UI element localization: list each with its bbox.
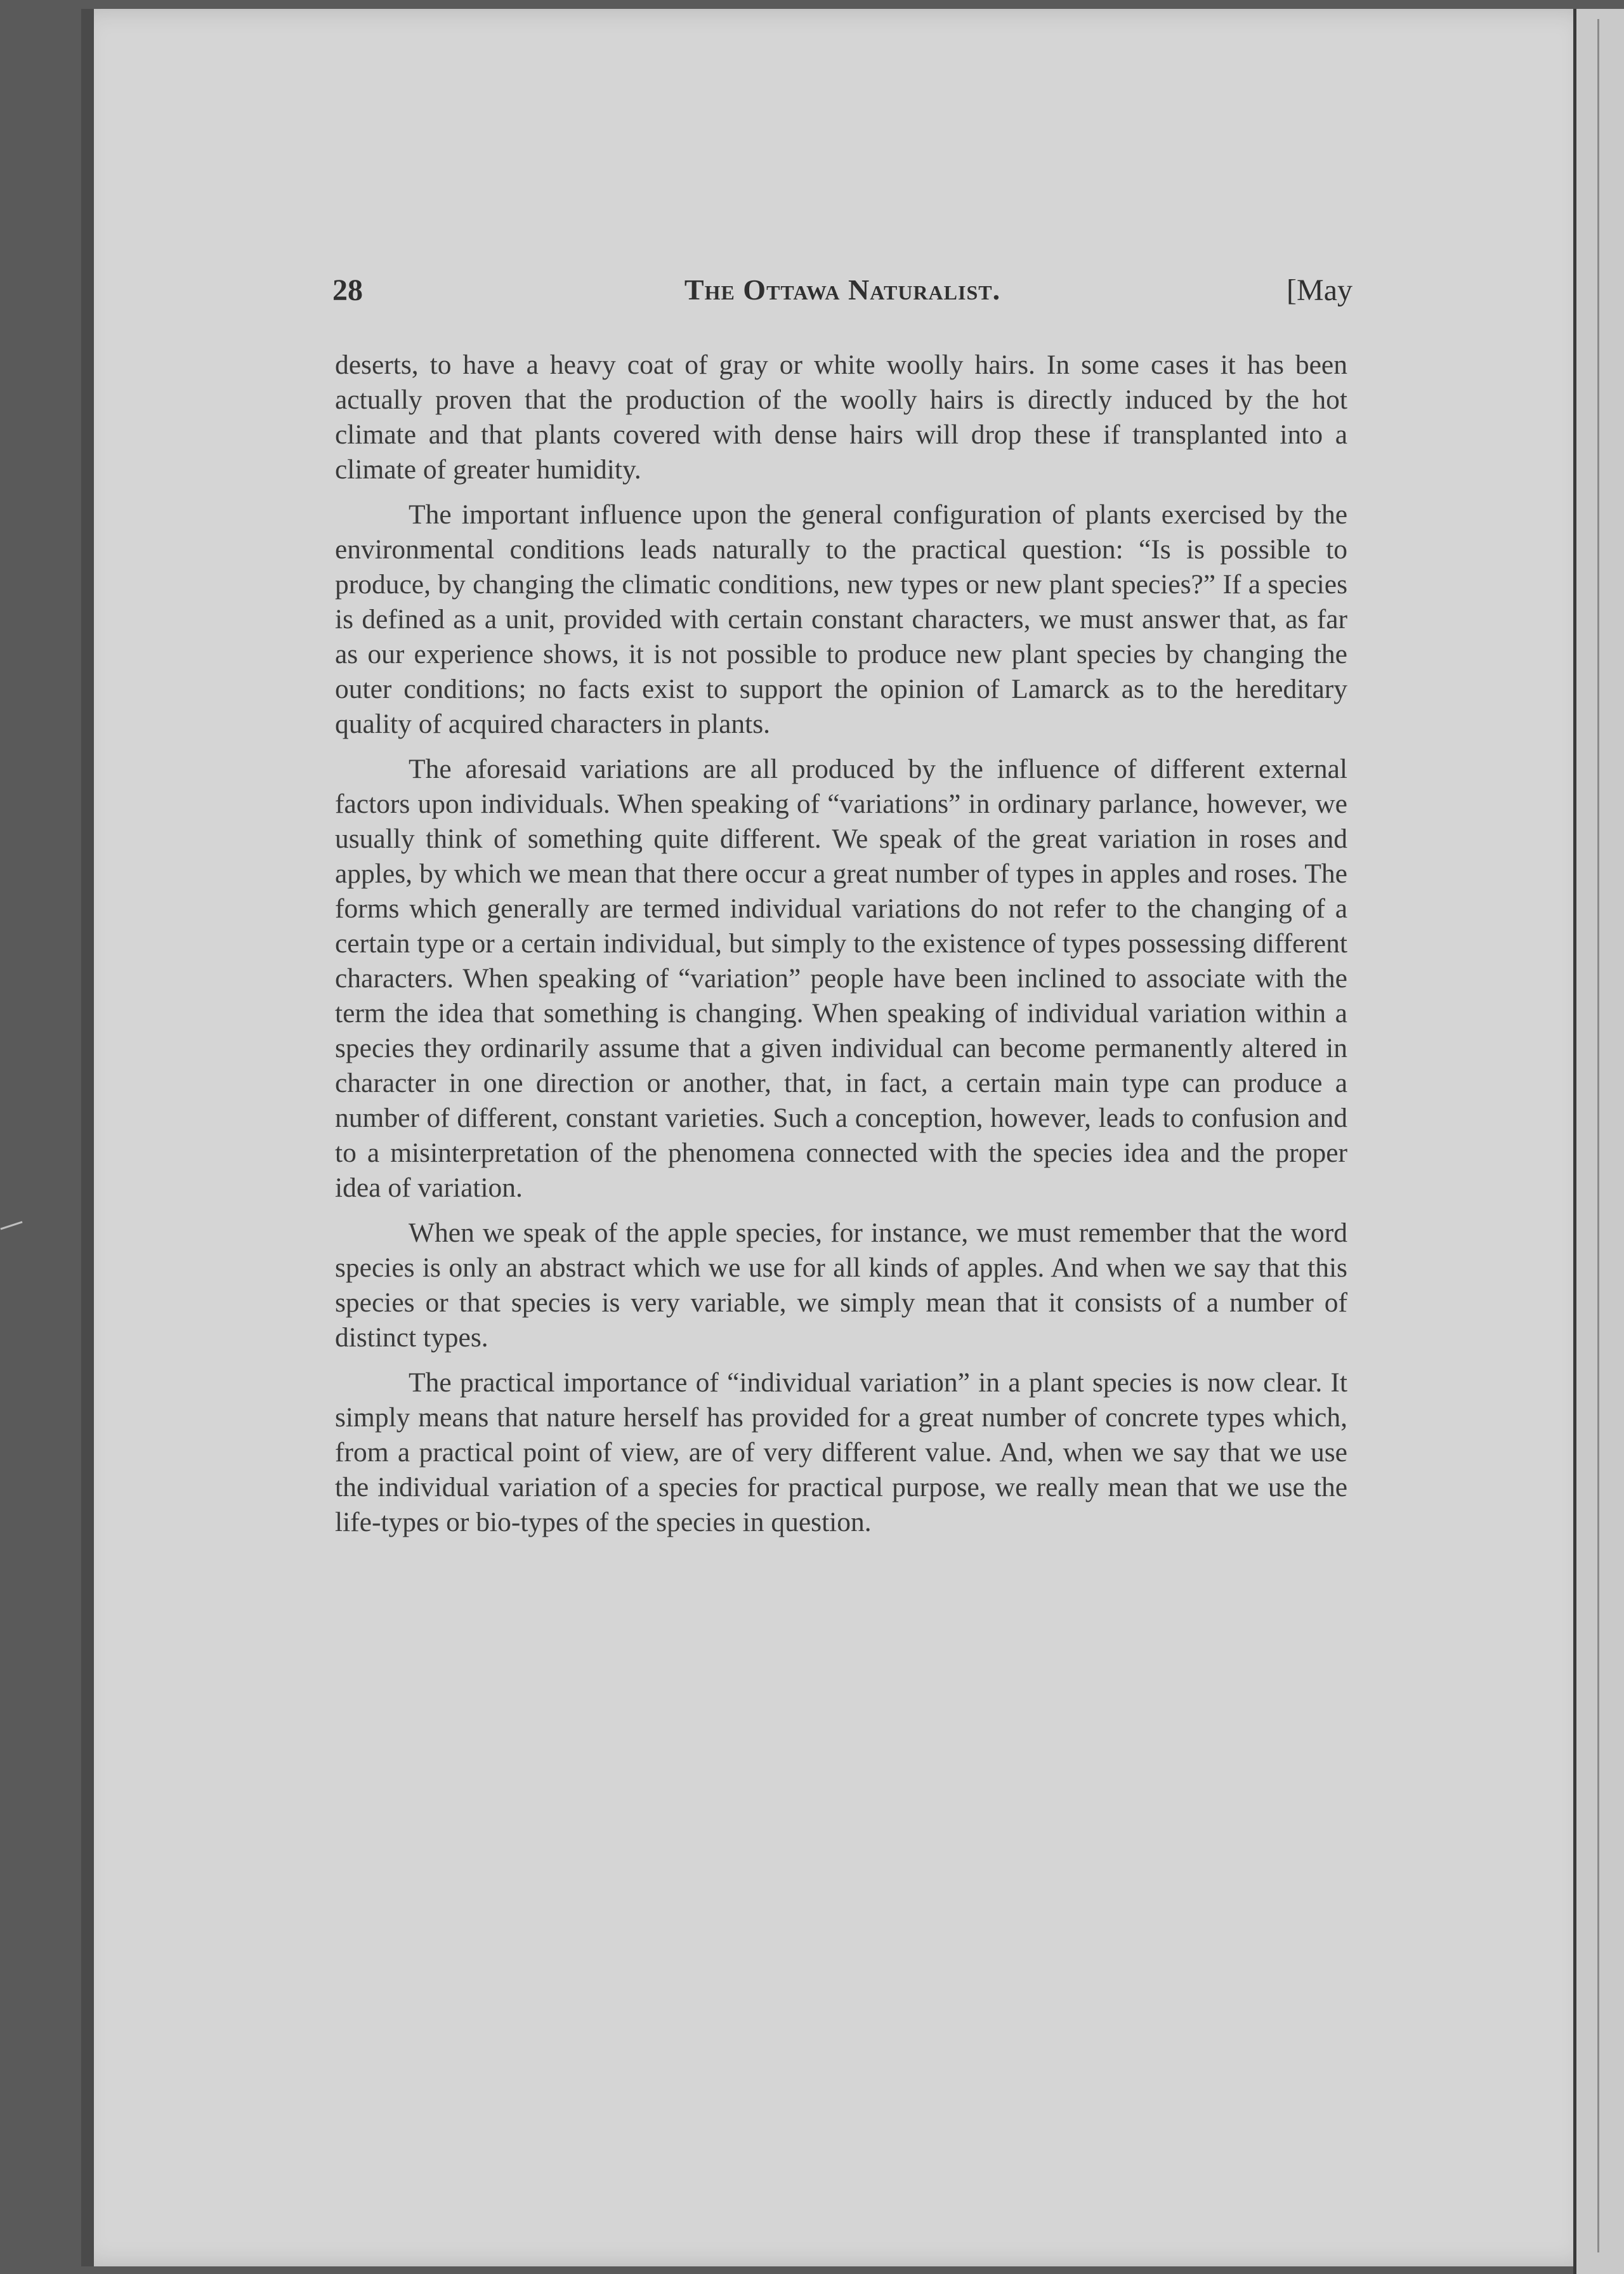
paragraph-3: The aforesaid variations are all produced by the influence of different external factors upon individuals. When speaking of “variations” in ordinary parlance, however, we usually think of something quite different. We speak of the great variation in roses and apples, by which we mean that there occur a great number of types in apples and roses. The forms which generally are termed individual variations do not refer to the changing of a certain type or a certain individual, but simply to the existence of types possessing different characters. When speaking of “variation” people have been inclined to associate with the term the idea that something is changing. When speaking of individual variation within a species they ordinarily assume that a given individual can become permanently altered in character in one direction or another, that, in fact, a certain main type can produce a number of different, constant varieties. Such a conception, however, leads to confusion and to a misinterpretation of the phenomena connected with the species idea and the proper idea of variation. [335,754,1347,1203]
running-header [332,273,1352,317]
page-edge-line [1597,19,1599,2252]
issue-month: [May [1287,273,1352,307]
scan-artifact [0,1221,22,1230]
paragraph-1: deserts, to have a heavy coat of gray or white woolly hairs. In some cases it has been actually proven that the production of the woolly hairs is directly induced by the hot climate and that plants covered with dense hairs will drop these if transplanted into a climate of greater humidity. [335,350,1347,485]
paragraph-4: When we speak of the apple species, for instance, we must remember that the word species is only an abstract which we use for all kinds of apples. And when we say that this species or that species is very variable, we simply mean that it consists of a number of distinct types. [335,1218,1347,1353]
running-title: The Ottawa Naturalist. [684,273,1001,306]
article-body [335,348,1347,1550]
page-left-shadow [81,9,94,2266]
paragraph-2: The important influence upon the general configuration of plants exercised by the environmental conditions leads naturally to the practical question: “Is is possible to produce, by changing the climatic conditions, new types or new plant species?” If a species is defined as a unit, provided with certain constant characters, we must answer that, as far as our experience shows, it is not possible to produce new plant species by changing the outer conditions; no facts exist to support the opinion of Lamarck as to the hereditary quality of acquired characters in plants. [335,499,1347,739]
page-number: 28 [332,273,363,307]
paragraph-5: The practical importance of “individual variation” in a plant species is now clear. It simply means that nature herself has provided for a great number of concrete types which, from a practical point of view, are of very different value. And, when we say that we use the individual variation of a species for practical purpose, we really mean that we use the life-types or bio-types of the species in question. [335,1367,1347,1537]
